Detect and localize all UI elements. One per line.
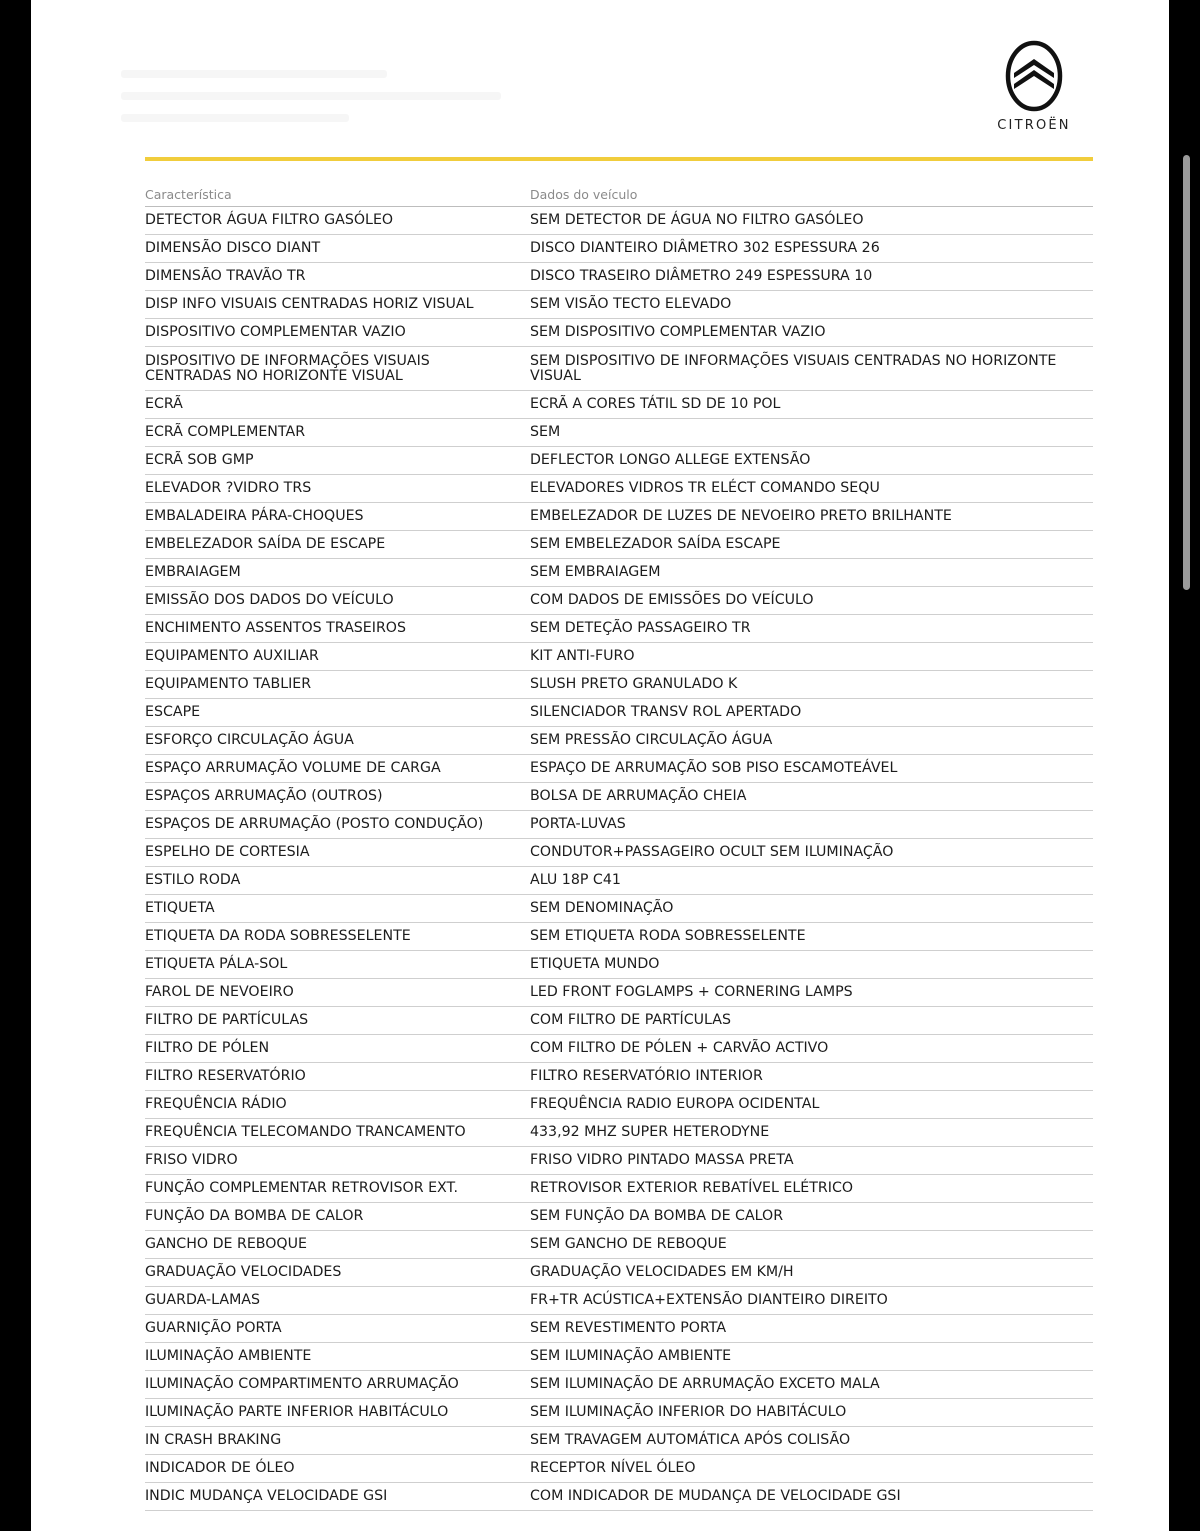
cell-characteristic: DETECTOR ÁGUA FILTRO GASÓLEO — [145, 212, 394, 228]
table-row — [145, 503, 1093, 531]
brand-wordmark: CITROËN — [997, 118, 1071, 133]
table-row — [145, 235, 1093, 263]
table-row — [145, 1455, 1093, 1483]
cell-characteristic: DISPOSITIVO DE INFORMAÇÕES VISUAIS CENTRADAS NO HORIZONTE VISUAL — [145, 352, 430, 384]
cell-characteristic: ECRÃ COMPLEMENTAR — [145, 424, 306, 440]
cell-vehicle-data: SEM VISÃO TECTO ELEVADO — [530, 296, 732, 312]
cell-characteristic: FUNÇÃO DA BOMBA DE CALOR — [145, 1208, 364, 1224]
table-row — [145, 755, 1093, 783]
cell-vehicle-data: SEM ILUMINAÇÃO DE ARRUMAÇÃO EXCETO MALA — [530, 1376, 880, 1392]
cell-characteristic: ELEVADOR ?VIDRO TRS — [145, 480, 312, 496]
cell-vehicle-data: SEM EMBELEZADOR SAÍDA ESCAPE — [530, 536, 781, 552]
cell-vehicle-data: FREQUÊNCIA RADIO EUROPA OCIDENTAL — [530, 1096, 820, 1112]
cell-vehicle-data: DISCO TRASEIRO DIÂMETRO 249 ESPESSURA 10 — [530, 268, 873, 284]
table-row — [145, 1483, 1093, 1511]
cell-vehicle-data: SEM ILUMINAÇÃO INFERIOR DO HABITÁCULO — [530, 1404, 847, 1420]
cell-vehicle-data: FRISO VIDRO PINTADO MASSA PRETA — [530, 1152, 794, 1168]
cell-vehicle-data: RETROVISOR EXTERIOR REBATÍVEL ELÉTRICO — [530, 1180, 854, 1196]
cell-characteristic: FAROL DE NEVOEIRO — [145, 984, 294, 1000]
table-row — [145, 531, 1093, 559]
cell-characteristic: ESFORÇO CIRCULAÇÃO ÁGUA — [145, 732, 354, 748]
cell-vehicle-data: BOLSA DE ARRUMAÇÃO CHEIA — [530, 788, 747, 804]
cell-characteristic: EMBRAIAGEM — [145, 564, 241, 580]
cell-characteristic: ESPAÇOS ARRUMAÇÃO (OUTROS) — [145, 788, 383, 804]
cell-vehicle-data: SEM DETECTOR DE ÁGUA NO FILTRO GASÓLEO — [530, 212, 864, 228]
cell-vehicle-data: 433,92 MHZ SUPER HETERODYNE — [530, 1124, 770, 1140]
table-row — [145, 867, 1093, 895]
table-row — [145, 1007, 1093, 1035]
cell-vehicle-data: EMBELEZADOR DE LUZES DE NEVOEIRO PRETO BRILHANTE — [530, 508, 952, 524]
table-row — [145, 923, 1093, 951]
cell-characteristic: ESTILO RODA — [145, 872, 241, 888]
accent-rule — [145, 157, 1093, 161]
table-row — [145, 1231, 1093, 1259]
cell-vehicle-data: PORTA-LUVAS — [530, 816, 626, 832]
cell-vehicle-data: FR+TR ACÚSTICA+EXTENSÃO DIANTEIRO DIREITO — [530, 1292, 888, 1308]
cell-characteristic: ILUMINAÇÃO COMPARTIMENTO ARRUMAÇÃO — [145, 1376, 459, 1392]
cell-characteristic: FREQUÊNCIA RÁDIO — [145, 1096, 287, 1112]
cell-vehicle-data: SEM REVESTIMENTO PORTA — [530, 1320, 727, 1336]
table-row — [145, 1175, 1093, 1203]
cell-vehicle-data: KIT ANTI-FURO — [530, 648, 635, 664]
cell-characteristic: DIMENSÃO DISCO DIANT — [145, 240, 321, 256]
cell-characteristic: INDICADOR DE ÓLEO — [145, 1460, 295, 1476]
cell-characteristic: ENCHIMENTO ASSENTOS TRASEIROS — [145, 620, 406, 636]
cell-characteristic: ESCAPE — [145, 704, 201, 720]
cell-characteristic: GUARNIÇÃO PORTA — [145, 1320, 282, 1336]
table-row — [145, 1119, 1093, 1147]
table-row — [145, 727, 1093, 755]
table-row — [145, 319, 1093, 347]
cell-characteristic: EMISSÃO DOS DADOS DO VEÍCULO — [145, 592, 394, 608]
cell-characteristic: ESPELHO DE CORTESIA — [145, 844, 310, 860]
cell-vehicle-data: ETIQUETA MUNDO — [530, 956, 660, 972]
cell-vehicle-data: SEM ILUMINAÇÃO AMBIENTE — [530, 1348, 732, 1364]
column-header-vehicle-data: Dados do veículo — [530, 187, 638, 202]
cell-vehicle-data: SEM DETEÇÃO PASSAGEIRO TR — [530, 620, 751, 636]
cell-characteristic: FREQUÊNCIA TELECOMANDO TRANCAMENTO — [145, 1124, 466, 1140]
table-row — [145, 1343, 1093, 1371]
cell-characteristic: FILTRO DE PARTÍCULAS — [145, 1012, 309, 1028]
cell-characteristic: ECRÃ — [145, 396, 183, 412]
cell-characteristic: GANCHO DE REBOQUE — [145, 1236, 307, 1252]
cell-vehicle-data: DISCO DIANTEIRO DIÂMETRO 302 ESPESSURA 26 — [530, 240, 880, 256]
table-row — [145, 1259, 1093, 1287]
cell-characteristic: ETIQUETA PÁLA-SOL — [145, 956, 288, 972]
column-header-characteristic: Característica — [145, 187, 232, 202]
specifications-table — [145, 183, 1093, 1511]
cell-vehicle-data: COM FILTRO DE PÓLEN + CARVÃO ACTIVO — [530, 1040, 829, 1056]
table-row — [145, 587, 1093, 615]
table-row — [145, 895, 1093, 923]
table-row — [145, 391, 1093, 419]
cell-vehicle-data: FILTRO RESERVATÓRIO INTERIOR — [530, 1068, 763, 1084]
table-row — [145, 1091, 1093, 1119]
table-row — [145, 207, 1093, 235]
table-row — [145, 1427, 1093, 1455]
brand-logo — [984, 40, 1084, 140]
cell-vehicle-data: COM INDICADOR DE MUDANÇA DE VELOCIDADE GSI — [530, 1488, 901, 1504]
cell-characteristic: FILTRO RESERVATÓRIO — [145, 1068, 306, 1084]
cell-vehicle-data: SEM ETIQUETA RODA SOBRESSELENTE — [530, 928, 806, 944]
table-body — [145, 207, 1093, 1511]
table-row — [145, 979, 1093, 1007]
cell-vehicle-data: GRADUAÇÃO VELOCIDADES EM KM/H — [530, 1264, 794, 1280]
cell-characteristic: EMBALADEIRA PÁRA-CHOQUES — [145, 508, 364, 524]
cell-vehicle-data: SLUSH PRETO GRANULADO K — [530, 676, 738, 692]
cell-vehicle-data: ALU 18P C41 — [530, 872, 621, 888]
cell-characteristic: DIMENSÃO TRAVÃO TR — [145, 268, 306, 284]
cell-characteristic: ILUMINAÇÃO PARTE INFERIOR HABITÁCULO — [145, 1404, 449, 1420]
cell-vehicle-data: RECEPTOR NÍVEL ÓLEO — [530, 1460, 696, 1476]
table-row — [145, 643, 1093, 671]
cell-vehicle-data: SEM DISPOSITIVO COMPLEMENTAR VAZIO — [530, 324, 826, 340]
cell-vehicle-data: LED FRONT FOGLAMPS + CORNERING LAMPS — [530, 984, 853, 1000]
cell-characteristic: EQUIPAMENTO TABLIER — [145, 676, 312, 692]
table-row — [145, 559, 1093, 587]
cell-characteristic: ESPAÇOS DE ARRUMAÇÃO (POSTO CONDUÇÃO) — [145, 816, 484, 832]
cell-vehicle-data: ESPAÇO DE ARRUMAÇÃO SOB PISO ESCAMOTEÁVEL — [530, 760, 898, 776]
table-row — [145, 1371, 1093, 1399]
cell-characteristic: DISPOSITIVO COMPLEMENTAR VAZIO — [145, 324, 406, 340]
table-row — [145, 783, 1093, 811]
citroen-chevrons-icon — [984, 40, 1084, 112]
table-row — [145, 699, 1093, 727]
cell-characteristic: EMBELEZADOR SAÍDA DE ESCAPE — [145, 536, 386, 552]
table-row — [145, 615, 1093, 643]
table-row — [145, 1203, 1093, 1231]
cell-vehicle-data: SEM DENOMINAÇÃO — [530, 900, 674, 916]
cell-characteristic: GUARDA-LAMAS — [145, 1292, 261, 1308]
cell-characteristic: ETIQUETA — [145, 900, 215, 916]
document-page — [31, 0, 1169, 1531]
table-header-row — [145, 183, 1093, 207]
table-row — [145, 1287, 1093, 1315]
cell-vehicle-data: ELEVADORES VIDROS TR ELÉCT COMANDO SEQU — [530, 480, 880, 496]
cell-vehicle-data: ECRÃ A CORES TÁTIL SD DE 10 POL — [530, 396, 781, 412]
faint-header-bleed — [121, 70, 501, 130]
table-row — [145, 1147, 1093, 1175]
table-row — [145, 263, 1093, 291]
cell-vehicle-data: SEM GANCHO DE REBOQUE — [530, 1236, 727, 1252]
cell-characteristic: ETIQUETA DA RODA SOBRESSELENTE — [145, 928, 411, 944]
cell-vehicle-data: SEM TRAVAGEM AUTOMÁTICA APÓS COLISÃO — [530, 1432, 851, 1448]
table-row — [145, 1063, 1093, 1091]
cell-vehicle-data: COM FILTRO DE PARTÍCULAS — [530, 1012, 731, 1028]
cell-characteristic: ECRÃ SOB GMP — [145, 452, 254, 468]
cell-characteristic: ILUMINAÇÃO AMBIENTE — [145, 1348, 312, 1364]
cell-vehicle-data: DEFLECTOR LONGO ALLEGE EXTENSÃO — [530, 452, 811, 468]
cell-characteristic: IN CRASH BRAKING — [145, 1432, 282, 1448]
table-row — [145, 951, 1093, 979]
table-row — [145, 1315, 1093, 1343]
cell-characteristic: EQUIPAMENTO AUXILIAR — [145, 648, 319, 664]
table-row — [145, 475, 1093, 503]
cell-characteristic: GRADUAÇÃO VELOCIDADES — [145, 1264, 342, 1280]
cell-vehicle-data: SEM FUNÇÃO DA BOMBA DE CALOR — [530, 1208, 784, 1224]
cell-vehicle-data: SEM EMBRAIAGEM — [530, 564, 661, 580]
table-row — [145, 291, 1093, 319]
cell-characteristic: FUNÇÃO COMPLEMENTAR RETROVISOR EXT. — [145, 1180, 459, 1196]
cell-characteristic: INDIC MUDANÇA VELOCIDADE GSI — [145, 1488, 388, 1504]
cell-characteristic: ESPAÇO ARRUMAÇÃO VOLUME DE CARGA — [145, 760, 441, 776]
table-row — [145, 447, 1093, 475]
table-row — [145, 811, 1093, 839]
table-row — [145, 1399, 1093, 1427]
vertical-scrollbar[interactable] — [1183, 155, 1190, 590]
cell-vehicle-data: SEM DISPOSITIVO DE INFORMAÇÕES VISUAIS CENTRADAS NO HORIZONTE VISUAL — [530, 352, 1057, 384]
cell-vehicle-data: SILENCIADOR TRANSV ROL APERTADO — [530, 704, 802, 720]
table-row — [145, 419, 1093, 447]
table-row — [145, 839, 1093, 867]
cell-vehicle-data: COM DADOS DE EMISSÕES DO VEÍCULO — [530, 592, 814, 608]
cell-vehicle-data: CONDUTOR+PASSAGEIRO OCULT SEM ILUMINAÇÃO — [530, 844, 894, 860]
cell-characteristic: DISP INFO VISUAIS CENTRADAS HORIZ VISUAL — [145, 296, 474, 312]
cell-vehicle-data: SEM PRESSÃO CIRCULAÇÃO ÁGUA — [530, 732, 773, 748]
table-row — [145, 671, 1093, 699]
table-row — [145, 347, 1093, 391]
cell-vehicle-data: SEM — [530, 424, 561, 440]
table-row — [145, 1035, 1093, 1063]
cell-characteristic: FILTRO DE PÓLEN — [145, 1040, 270, 1056]
cell-characteristic: FRISO VIDRO — [145, 1152, 238, 1168]
